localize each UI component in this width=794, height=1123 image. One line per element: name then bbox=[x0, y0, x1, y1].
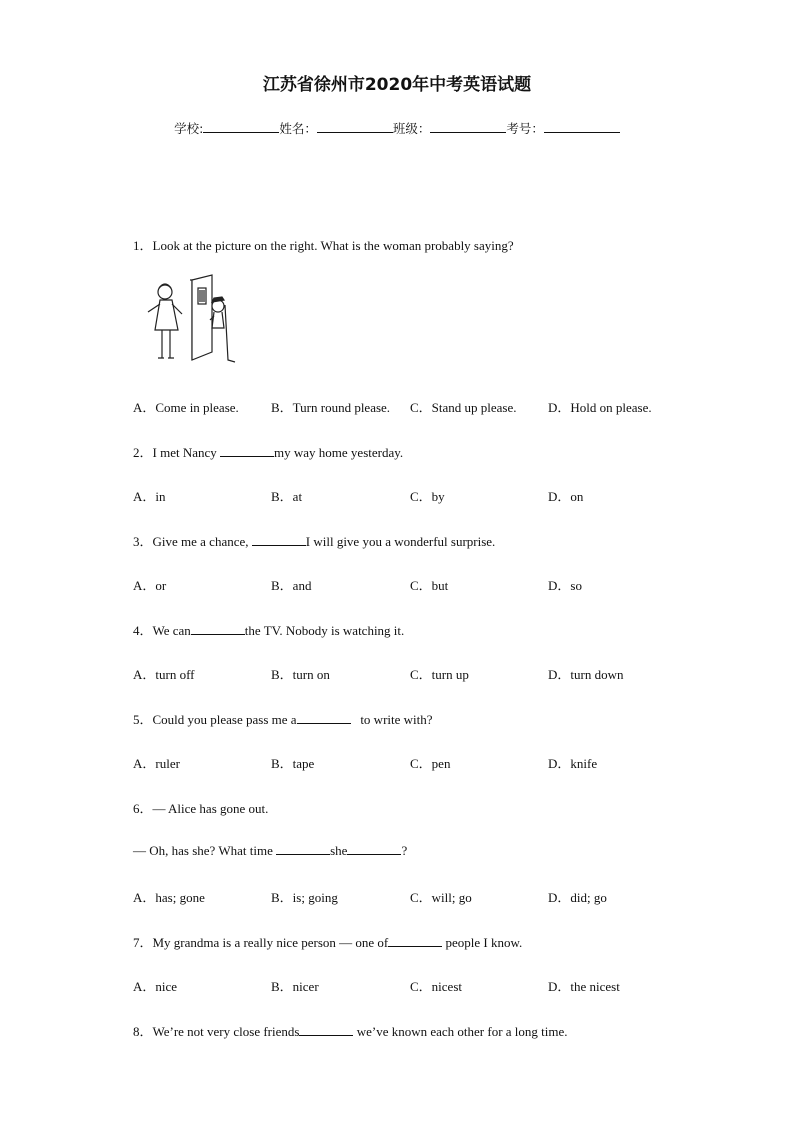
class-label: 班级： bbox=[392, 121, 431, 136]
q5-option-c[interactable]: C．pen bbox=[410, 756, 451, 771]
answer-blank-2[interactable] bbox=[347, 843, 401, 855]
q3-option-d[interactable]: D．so bbox=[548, 578, 582, 593]
question-4-stem: 4．We can the TV. Nobody is watching it. bbox=[133, 623, 405, 638]
question-1-stem: 1．Look at the picture on the right. What is the woman probably saying? bbox=[133, 238, 514, 253]
q6-option-b[interactable]: B．is; going bbox=[271, 890, 338, 905]
question-6-line-2: — Oh, has she? What time she ? bbox=[133, 843, 408, 858]
q6-option-a[interactable]: A．has; gone bbox=[133, 890, 205, 905]
question-3-stem: 3．Give me a chance, I will give you a wonderful surprise. bbox=[133, 534, 496, 549]
q5-option-b[interactable]: B．tape bbox=[271, 756, 315, 771]
q2-option-d[interactable]: D．on bbox=[548, 489, 584, 504]
q1-option-a[interactable]: A．Come in please. bbox=[133, 400, 239, 415]
question-2-stem: 2．I met Nancy my way home yesterday. bbox=[133, 445, 404, 460]
q7-option-c[interactable]: C．nicest bbox=[410, 979, 462, 994]
school-label: 学校: bbox=[174, 121, 204, 136]
exam-no-blank[interactable] bbox=[544, 120, 620, 133]
question-8-stem: 8．We’re not very close friends we’ve known each other for a long time. bbox=[133, 1024, 568, 1039]
q4-option-a[interactable]: A．turn off bbox=[133, 667, 195, 682]
q7-option-b[interactable]: B．nicer bbox=[271, 979, 319, 994]
answer-blank[interactable] bbox=[252, 534, 306, 546]
q1-option-c[interactable]: C．Stand up please. bbox=[410, 400, 517, 415]
answer-blank[interactable] bbox=[220, 445, 274, 457]
q3-option-c[interactable]: C．but bbox=[410, 578, 449, 593]
exam-no-label: 考号： bbox=[506, 121, 544, 136]
q1-option-b[interactable]: B．Turn round please. bbox=[271, 400, 391, 415]
woman-at-door-illustration bbox=[140, 270, 240, 365]
answer-blank[interactable] bbox=[388, 935, 442, 947]
answer-blank[interactable] bbox=[299, 1024, 353, 1036]
student-info-line bbox=[0, 119, 794, 137]
answer-blank[interactable] bbox=[297, 712, 351, 724]
q4-option-c[interactable]: C．turn up bbox=[410, 667, 469, 682]
q6-option-c[interactable]: C．will; go bbox=[410, 890, 472, 905]
question-7-stem: 7．My grandma is a really nice person — one of people I know. bbox=[133, 935, 523, 950]
question-6-stem: 6．— Alice has gone out. bbox=[133, 801, 269, 816]
question-5-stem: 5．Could you please pass me a to write with? bbox=[133, 712, 433, 727]
answer-blank[interactable] bbox=[191, 623, 245, 635]
name-blank[interactable] bbox=[317, 120, 393, 133]
q5-option-a[interactable]: A．ruler bbox=[133, 756, 180, 771]
q5-option-d[interactable]: D．knife bbox=[548, 756, 598, 771]
q3-option-b[interactable]: B．and bbox=[271, 578, 312, 593]
page-title: 江苏省徐州市2020年中考英语试题 bbox=[262, 75, 532, 95]
q2-option-b[interactable]: B．at bbox=[271, 489, 303, 504]
q4-option-d[interactable]: D．turn down bbox=[548, 667, 624, 682]
q6-option-d[interactable]: D．did; go bbox=[548, 890, 607, 905]
school-blank[interactable] bbox=[203, 120, 279, 133]
class-blank[interactable] bbox=[430, 120, 506, 133]
q7-option-a[interactable]: A．nice bbox=[133, 979, 178, 994]
q3-option-a[interactable]: A．or bbox=[133, 578, 167, 593]
q2-option-c[interactable]: C．by bbox=[410, 489, 445, 504]
q7-option-d[interactable]: D．the nicest bbox=[548, 979, 620, 994]
name-label: 姓名： bbox=[279, 121, 317, 136]
q1-option-d[interactable]: D．Hold on please. bbox=[548, 400, 652, 415]
q2-option-a[interactable]: A．in bbox=[133, 489, 166, 504]
answer-blank-1[interactable] bbox=[276, 843, 330, 855]
q4-option-b[interactable]: B．turn on bbox=[271, 667, 330, 682]
